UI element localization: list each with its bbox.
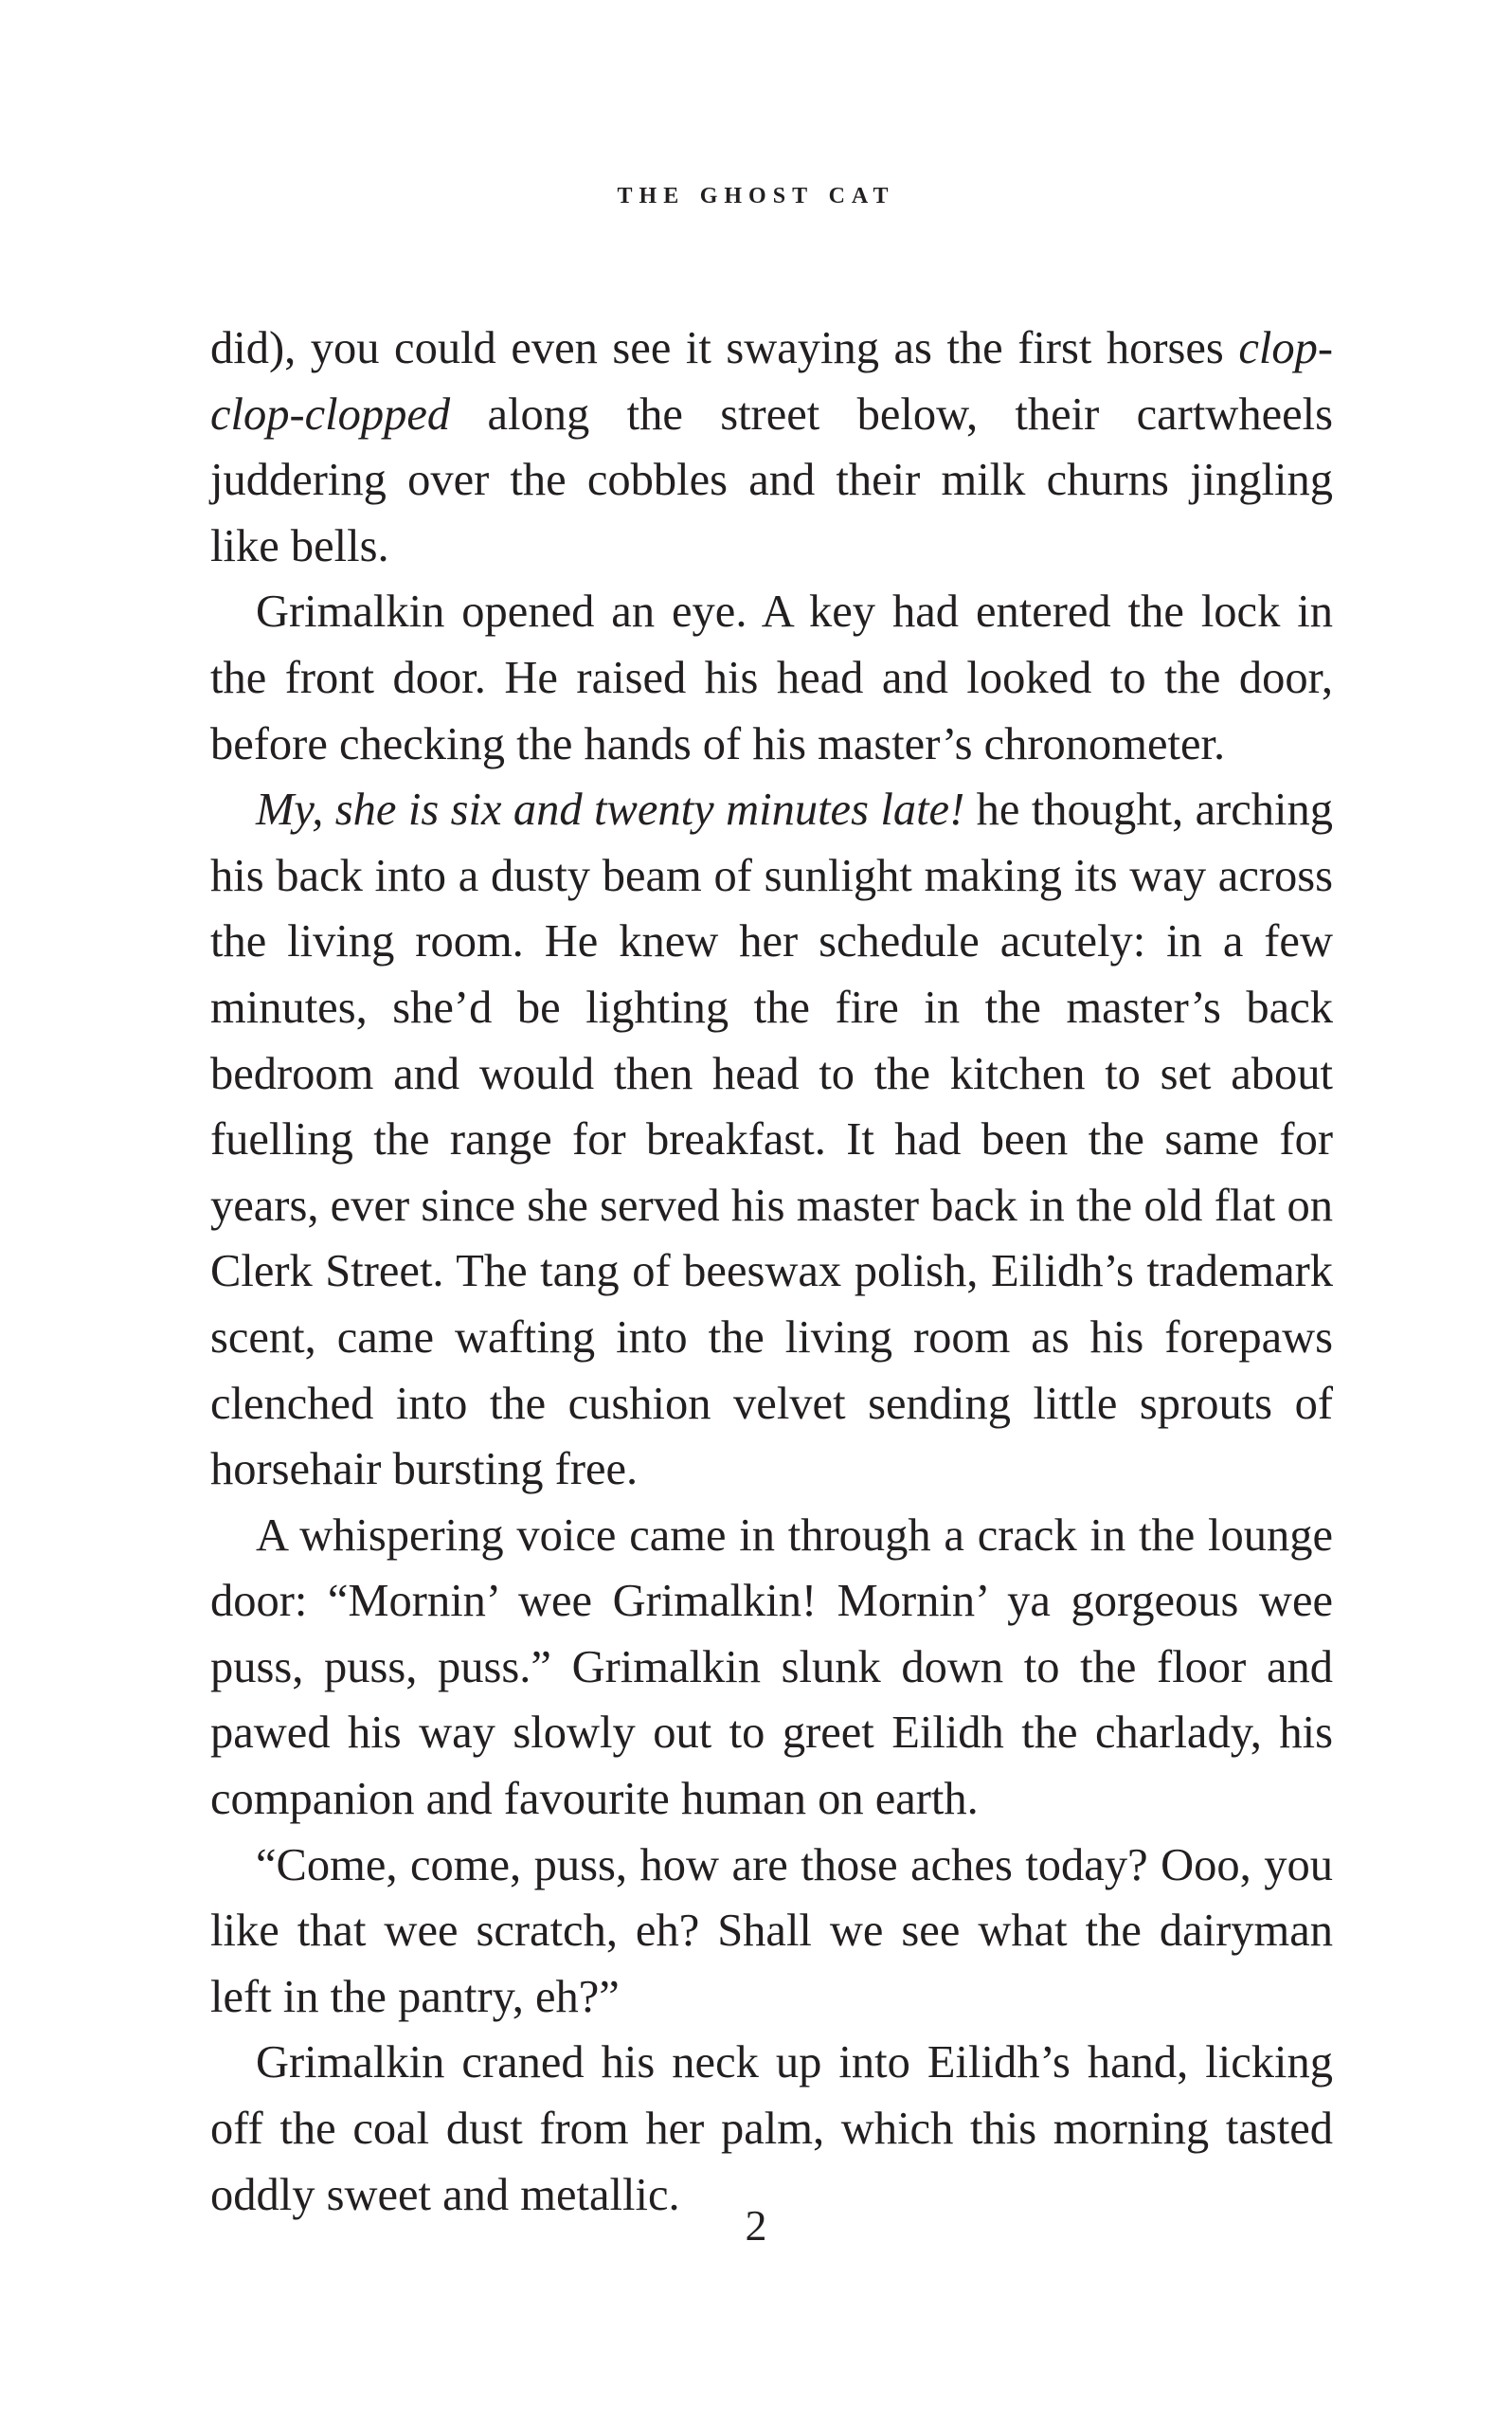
- page-number: 2: [745, 2201, 767, 2250]
- paragraph: [210, 1833, 1333, 2031]
- text-segment: did), you could even see it swaying as the first horses: [210, 323, 1239, 373]
- paragraph: [210, 316, 1333, 579]
- paragraph: [210, 2030, 1333, 2228]
- text-segment: Grimalkin craned his neck up into Eilidh’s hand, licking off the coal dust from her palm, which this morning tasted oddly sweet and metallic.: [210, 2037, 1333, 2220]
- paragraph: [210, 1503, 1333, 1833]
- text-segment: “Come, come, puss, how are those aches today? Ooo, you like that wee scratch, eh? Shall we see what the dairyman left in the pantry, eh?”: [210, 1839, 1333, 2022]
- text-segment: A whispering voice came in through a crack in the lounge door: “Mornin’ wee Grimalkin! Mornin’ ya gorgeous wee puss, puss, puss.” Grimalkin slunk down to the floor and pawed his way slowly out to greet Eilidh the charlady, his companion and favourite human on earth.: [210, 1509, 1333, 1825]
- text-segment: he thought, arching his back into a dusty beam of sunlight making its way across the living room. He knew her schedule acutely: in a few minutes, she’d be lighting the fire in the master’s back bedroom and would then head to the kitchen to set about fuelling the range for breakfast. It had been the same for years, ever since she served his master back in the old flat on Clerk Street. The tang of beeswax polish, Eilidh’s trademark scent, came wafting into the living room as his forepaws clenched into the cushion velvet sending little sprouts of horsehair bursting free.: [210, 785, 1333, 1495]
- text-segment: Grimalkin opened an eye. A key had entered the lock in the front door. He raised his head and looked to the door, before checking the hands of his master’s chronometer.: [210, 587, 1333, 769]
- italic-text-segment: clop-clop-clopped: [210, 323, 1333, 440]
- paragraph: [210, 579, 1333, 777]
- italic-text-segment: My, she is six and twenty minutes late!: [256, 785, 965, 836]
- running-head: the ghost cat: [617, 175, 895, 210]
- body-text: [210, 316, 1333, 2228]
- paragraph: [210, 777, 1333, 1503]
- text-segment: along the street below, their cartwheels juddering over the cobbles and their milk churns jingling like bells.: [210, 389, 1333, 571]
